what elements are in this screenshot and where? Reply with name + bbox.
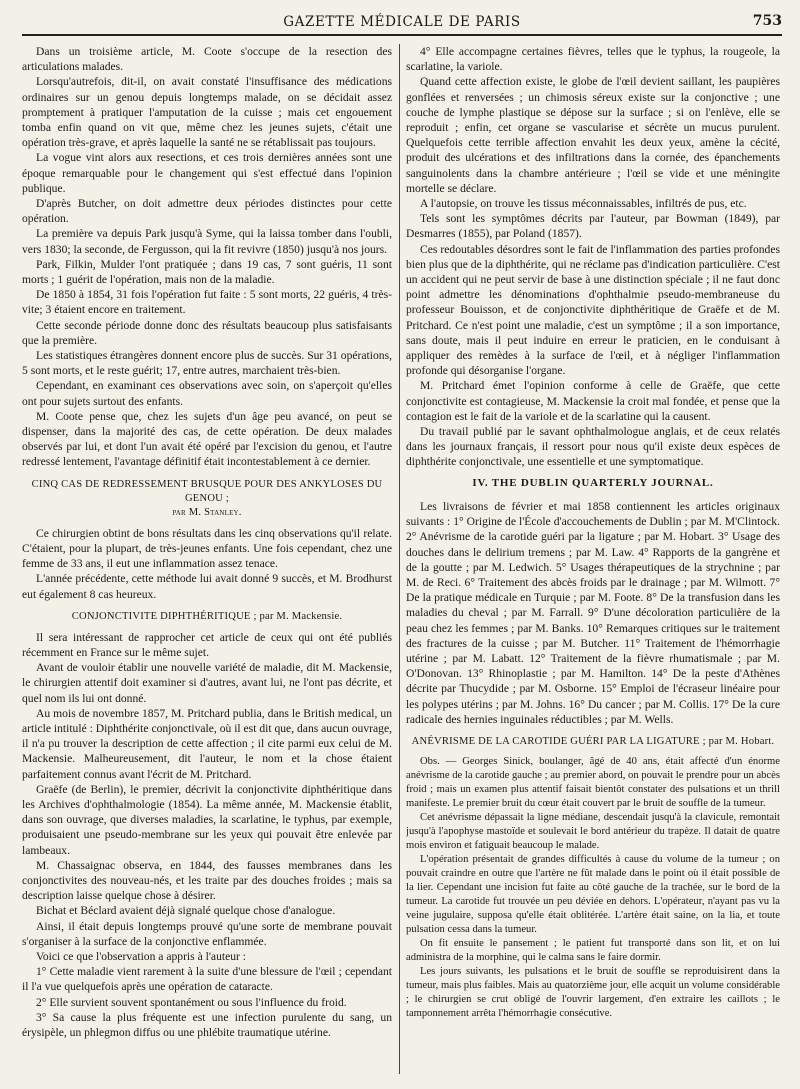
paragraph: Du travail publié par le savant ophthalmologue anglais, et de ceux relatés dans les journaux français, il ressort pour nous qu'il existe deux espèces de diphthérite conjonctivale, une essentielle et une symptomatique. — [406, 425, 780, 469]
paragraph: 1° Cette maladie vient rarement à la suite d'une blessure de l'œil ; cependant il l'a vue quelquefois après une opération de cataracte. — [22, 965, 392, 994]
paragraph: Les jours suivants, les pulsations et le bruit de souffle se reproduisirent dans la tumeur, mais plus faibles. Mais au quatorzième jour, elle acquit un volume considérable ; le chirurgien se crut obligé de l'ouvrir largement, d'en extraire les caillots ; le tamponnement arrêta l'hémorrhagie consécutive. — [406, 965, 780, 1019]
paragraph: Les livraisons de février et mai 1858 contiennent les articles originaux suivants : 1° Origine de l'École d'accouchements de Dublin ; par M. M'Clintock. 2° Anévrisme de la carotide guéri par la ligature ; par M. Hobart. 3° Usage des douches dans le delirium tremens ; par M. Law. 4° Rapports de la gangrène et de la goutte ; par M. Ledwich. 5° Usages thérapeutiques de la strychnine ; par M. de Reci. 6° Traitement des abcès froids par le drainage ; par M. Wilmott. 7° De la pratique médicale en Turquie ; par M. Foote. 8° De la transfusion dans les maladies du cheval ; par M. Farrall. 9° D'une décoloration particulière de la peau chez les femmes ; par M. Banks. 10° Remarques critiques sur le traitement des fractures de la cuisse ; par M. Butcher. 11° Traitement de l'hémorrhagie utérine ; par M. Labatt. 12° Traitement de la fièvre rhumatismale ; par M. O'Donovan. 13° Rhinoplastie ; par M. Hamilton. 14° De la peste d'Athènes décrite par Thucydide ; par M. Osborne. 15° Emploi de l'écraseur linéaire pour les polypes utérins ; par M. Johns. 16° Du cancer ; par M. Collis. 17° De la cure radicale des hernies inguinales réductibles ; par M. Wells. — [406, 499, 780, 726]
paragraph: Au mois de novembre 1857, M. Pritchard publia, dans le British medical, un article intitulé : Diphthérite conjonctivale, où il est dit que, dans aucun ouvrage, il n'a pu trouver la description de cette affection ; il cite parmi eux celui de M. Mackensie. Malheureusement, dit l'auteur, le nom et la chose étaient parfaitement connus avant l'écrit de M. Pritchard. — [22, 706, 392, 781]
paragraph: L'année précédente, cette méthode lui avait donné 9 succès, et M. Brodhurst eut également 8 cas heureux. — [22, 572, 392, 601]
paragraph: Graëfe (de Berlin), le premier, décrivit la conjonctivite diphthéritique dans les Archives d'ophthalmologie (1854). La même année, M. Mackensie établit, dans son ouvrage, que diverses maladies, la scarlatine, le typhus, par exemple, produisaient une pseudo-membrane sur les yeux qui pouvait être enlevée par lambeaux. — [22, 782, 392, 857]
page-number: 753 — [752, 13, 782, 29]
paragraph: Lorsqu'autrefois, dit-il, on avait constaté l'insuffisance des médications ordinaires sur un genou depuis longtemps malade, on se décidait assez promptement à pratiquer l'amputation de la cuisse ; mais cet engouement tomba enfin quand on vit que, même chez les jeunes sujets, c'était une opération très-grave, et après laquelle la santé ne se rétablissait pas toujours. — [22, 75, 392, 150]
right-column — [406, 44, 780, 1080]
paragraph: M. Chassaignac observa, en 1844, des fausses membranes dans les conjonctivites des nouveau-nés, et les traite par des douches froides ; mais sa description laisse quelque chose à désirer. — [22, 858, 392, 903]
paragraph: Cette seconde période donne donc des résultats beaucoup plus satisfaisants que la première. — [22, 318, 392, 347]
paragraph: 4° Elle accompagne certaines fièvres, telles que le typhus, la rougeole, la scarlatine, la variole. — [406, 45, 780, 74]
paragraph: La vogue vint alors aux resections, et ces trois dernières années sont une époque remarquable pour le changement qui s'est effectué dans l'opinion publique. — [22, 151, 392, 195]
paragraph: Il sera intéressant de rapprocher cet article de ceux qui ont été publiés récemment en France sur le même sujet. — [22, 630, 392, 659]
section-heading-anevrisme: ANÉVRISME DE LA CAROTIDE GUÉRI PAR LA LIGATURE ; par M. Hobart. — [411, 735, 775, 747]
paragraph: Ce chirurgien obtint de bons résultats dans les cinq observations qu'il relate. C'étaient, pour la plupart, de très-jeunes enfants. Une fois cependant, chez une femme de 33 ans, il eut une inflammation assez tenace. — [22, 526, 392, 571]
paragraph: Park, Filkin, Mulder l'ont pratiquée ; dans 19 cas, 7 sont guéris, 11 sont morts ; 1 guérit de l'opération, mais non de la maladie. — [22, 257, 392, 287]
journal-title: GAZETTE MÉDICALE DE PARIS — [283, 14, 521, 30]
paragraph: Cependant, en examinant ces observations avec soin, on s'aperçoit qu'elles ont pour sujets surtout des enfants. — [22, 379, 392, 408]
paragraph: Avant de vouloir établir une nouvelle variété de maladie, dit M. Mackensie, le chirurgien attentif doit examiner si d'autres, avant lui, ne l'ont pas décrite, et quel nom ils lui ont donné. — [22, 661, 392, 705]
paragraph: On fit ensuite le pansement ; le patient fut transporté dans son lit, et on lui administra de la morphine, qui le calma sans le faire dormir. — [406, 937, 780, 963]
heading-author: par M. Stanley. — [172, 506, 242, 518]
paragraph: 2° Elle survient souvent spontanément ou sous l'influence du froid. — [36, 995, 347, 1009]
paragraph: D'après Butcher, on doit admettre deux périodes distinctes pour cette opération. — [22, 197, 392, 226]
paragraph: A l'autopsie, on trouve les tissus méconnaissables, infiltrés de pus, etc. — [420, 197, 747, 211]
paragraph: Ainsi, il était depuis longtemps prouvé qu'une sorte de membrane pouvait s'organiser à la surface de la conjonctive enflammée. — [22, 919, 392, 948]
paragraph: Obs. — Georges Sinick, boulanger, âgé de 40 ans, était affecté d'un énorme anévrisme de la carotide gauche ; au premier abord, on pouvait le prendre pour un abcès froid ; mais un examen plus attentif faisait bientôt constater des pulsations et un thrill manifeste. Le premier bruit du cœur était couvert par le bruit de souffle de la tumeur. — [406, 755, 780, 809]
paragraph: Tels sont les symptômes décrits par l'auteur, par Bowman (1849), par Desmarres (1855), par Poland (1857). — [406, 212, 780, 241]
section-heading-ankyloses — [22, 478, 392, 520]
paragraph: Dans un troisième article, M. Coote s'occupe de la resection des articulations malades. — [22, 45, 392, 74]
paragraph: L'opération présentait de grandes difficultés à cause du volume de la tumeur ; on pouvait craindre en outre que l'artère ne fût malade dans le point où il était possible de la lier. Cependant une incision fut faite au côté gauche de la trachée, sur le bord de la tumeur. La carotide fut trouvée un peu déviée en dehors. L'opérateur, n'ayant pas vu la veine jugulaire, supposa qu'elle était oblitérée. L'artère était saine, on la lia, et toute pulsation cessa dans la tumeur. — [406, 853, 780, 935]
left-column — [22, 44, 392, 1080]
paragraph: Les statistiques étrangères donnent encore plus de succès. Sur 31 opérations, 5 sont morts, et le reste guérit; 17, entre autres, marchaient très-bien. — [22, 349, 392, 378]
paragraph: La première va depuis Park jusqu'à Syme, qui la laissa tomber dans l'oubli, vers 1830; la seconde, de Fergusson, qui la fit revivre (1850) jusqu'à nos jours. — [22, 227, 392, 256]
paragraph: De 1850 à 1854, 31 fois l'opération fut faite : 5 sont morts, 22 guéris, 4 très-vite; 3 étaient encore en traitement. — [22, 288, 392, 317]
paragraph: 3° Sa cause la plus fréquente est une infection purulente du sang, un érysipèle, un phlegmon diffus ou une phlébite traumatique utérine. — [22, 1010, 392, 1039]
paragraph: M. Pritchard émet l'opinion conforme à celle de Graëfe, que cette conjonctivite est contagieuse, M. Mackensie la croit mal fondée, et pense que la contagion est le fait de la variole et de la scarlatine qui la causent. — [406, 379, 780, 423]
paragraph: Cet anévrisme dépassait la ligne médiane, descendait jusqu'à la clavicule, remontait jusqu'à l'apophyse mastoïde et soulevait le bord antérieur du trapèze. Il datait de quatre mois environ et fatiguait beaucoup le malade. — [406, 811, 780, 851]
heading-text: CINQ CAS DE REDRESSEMENT BRUSQUE POUR DES ANKYLOSES DU GENOU ; — [31, 478, 383, 504]
paragraph: Bichat et Béclard avaient déjà signalé quelque chose d'analogue. — [36, 904, 336, 918]
paragraph: M. Coote pense que, chez les sujets d'un âge peu avancé, on peut se dispenser, dans la majorité des cas, de cette opération. De deux malades observés par lui, et dont l'un avait été opéré par l'excision du genou, et l'autre redressé lentement, l'avantage définitif était incontestablement à ce dernier. — [22, 409, 392, 469]
paragraph: Voici ce que l'observation a appris à l'auteur : — [36, 949, 247, 963]
paragraph: Ces redoutables désordres sont le fait de l'inflammation des parties profondes bien plus que de la diphthérite, qui ne réclame pas d'indication particulière. C'est un accident qui ne peut servir de base à une distinction spéciale ; il ne faut donc point admettre les dénominations d'ophthalmie pseudo-membraneuse du professeur Bouisson, et de conjonctivite diphthéritique de Graëfe et de M. Pritchard. Ce n'est point une maladie, c'est un symptôme ; il a son importance, sans doute, mais il peut induire en erreur le praticien, en le conduisant à appliquer des remèdes à la surface de l'œil, et à négliger l'inflammation profonde qui désorganise l'organe. — [406, 242, 780, 378]
observation-block — [406, 755, 780, 1021]
section-heading-conjonctivite: CONJONCTIVITE DIPHTHÉRITIQUE ; par M. Mackensie. — [71, 610, 343, 622]
left-section-a — [22, 44, 392, 470]
page-header — [22, 12, 782, 36]
column-divider — [399, 44, 400, 1074]
journal-section-heading: IV. THE DUBLIN QUARTERLY JOURNAL. — [472, 476, 714, 489]
paragraph: Quand cette affection existe, le globe de l'œil devient saillant, les paupières gonflées et renversées ; un chimosis séreux existe sur la conjonctive ; une couche de lymphe plastique se dépose sur la surface ; si on l'enlève, elle se reproduit ; enfin, cet organe se vascularise et sécrète un mucus purulent. Quelquefois cette terrible affection envahit les deux yeux, amène la cécité, produit des ulcérations et des infiltrations dans la cornée, des épanchements sanguinolents dans la chambre antérieure ; l'œil se vide et une méningite mortelle se déclare. — [406, 75, 780, 195]
